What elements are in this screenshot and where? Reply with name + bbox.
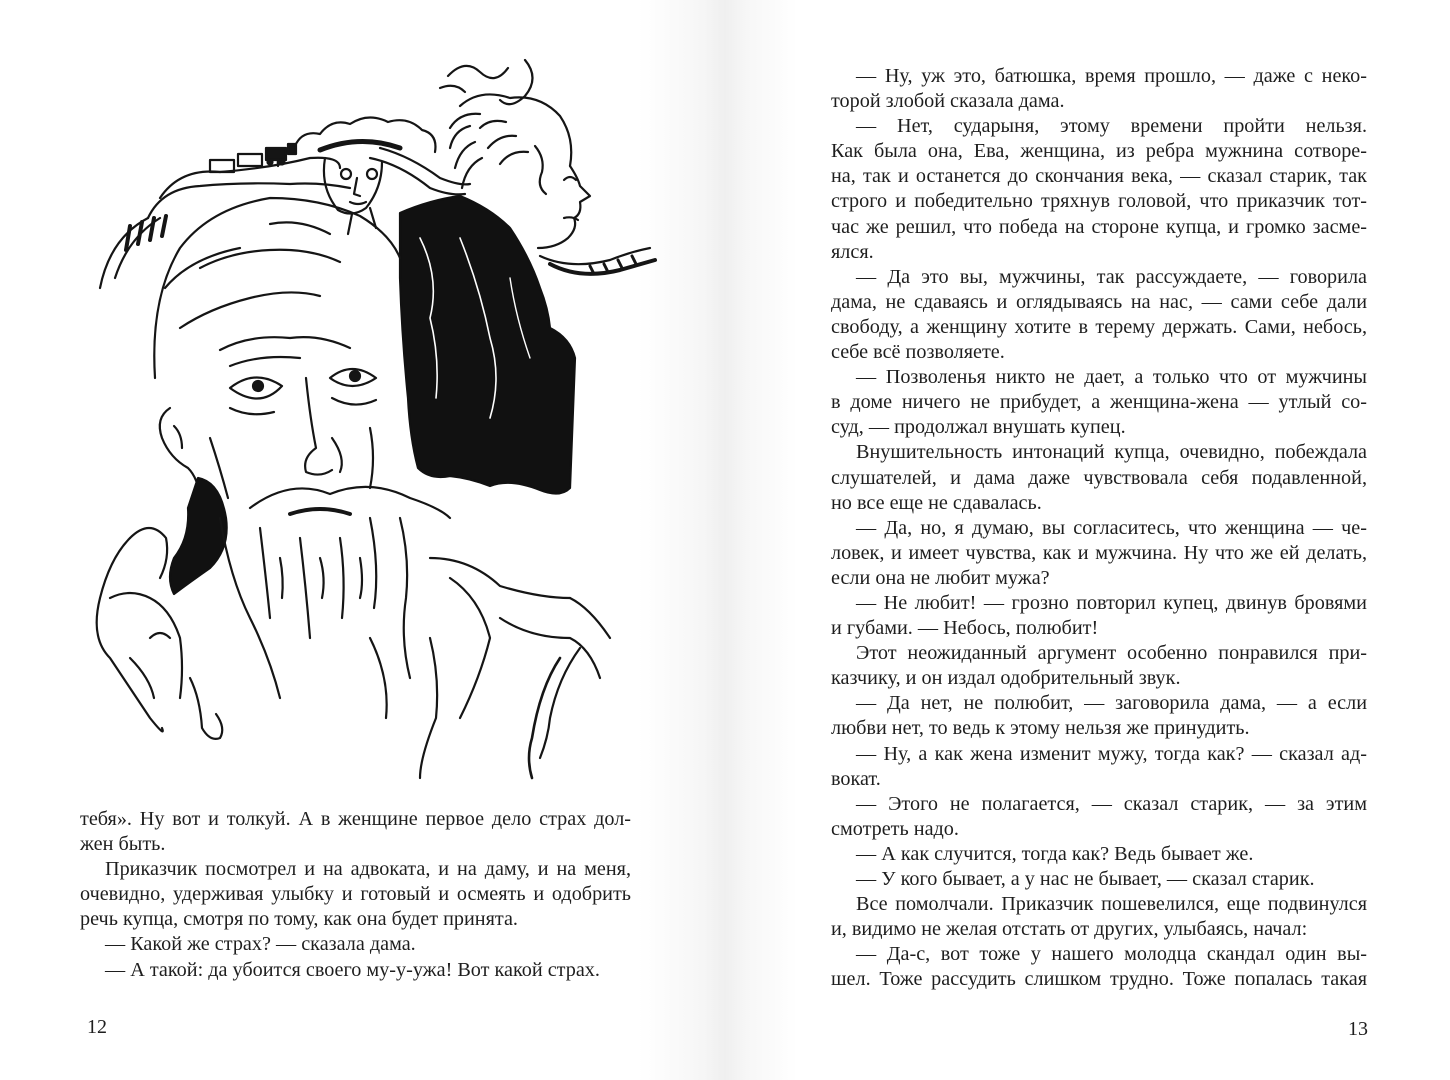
text-line: — А как случится, тогда как? Ведь бывает же. xyxy=(856,842,1254,865)
text-line: речь купца, смотря по тому, как она будет принята. xyxy=(80,908,518,931)
text-line: — Да это вы, мужчины, так рассуждаете, — говорила xyxy=(856,265,1367,288)
text-line: Этот неожиданный аргумент особенно понравился при- xyxy=(856,642,1367,665)
text-line: слушателей, и дама даже чувствовала себя подавленной, xyxy=(831,466,1367,489)
text-line: и, видимо не желая отстать от других, улыбаясь, начал: xyxy=(831,918,1308,941)
text-line: жен быть. xyxy=(80,833,166,856)
text-line: дама, не сдаваясь и оглядываясь на нас, — сами себе дали xyxy=(831,290,1367,313)
text-line: — Да-с, вот тоже у нашего молодца скандал один вы- xyxy=(856,943,1367,966)
text-line: вокат. xyxy=(831,767,881,790)
text-line: — Не любит! — грозно повторил купец, двинув бровями xyxy=(856,591,1367,614)
text-line: — Да нет, не полюбит, — заговорила дама, — а если xyxy=(856,692,1367,715)
text-line: Все помолчали. Приказчик пошевелился, еще подвинулся xyxy=(856,893,1367,916)
text-line: Внушительность интонаций купца, очевидно, побеждала xyxy=(856,441,1367,464)
text-line: ялся. xyxy=(831,240,874,263)
text-line: строго и победительно тряхнув головой, что приказчик тот- xyxy=(831,190,1367,213)
illustration-merchant-drawing xyxy=(70,38,670,798)
text-line: — Ну, уж это, батюшка, время прошло, — даже с неко- xyxy=(856,65,1367,87)
text-line: Как была она, Ева, женщина, из ребра мужнина сотворе- xyxy=(831,140,1367,163)
text-line: Приказчик посмотрел и на адвоката, и на даму, и на меня, xyxy=(105,858,631,881)
text-line: — У кого бывает, а у нас не бывает, — сказал старик. xyxy=(856,868,1315,890)
text-line: — Ну, а как жена изменит мужу, тогда как? — сказал ад- xyxy=(856,742,1367,765)
text-line: — Какой же страх? — сказала дама. xyxy=(105,933,416,956)
text-line: и губами. — Небось, полюбит! xyxy=(831,617,1099,640)
text-line: казчику, и он издал одобрительный звук. xyxy=(831,667,1181,690)
page-number-left: 12 xyxy=(87,1016,107,1038)
text-line: себе всё позволяете. xyxy=(831,341,1005,364)
text-line: в доме ничего не прибудет, а женщина-жена — утлый со- xyxy=(831,391,1367,414)
text-line: — Нет, сударыня, этому времени пройти нельзя. xyxy=(856,115,1367,138)
text-line: суд, — продолжал внушать купец. xyxy=(831,416,1126,439)
right-page-text xyxy=(831,64,1367,992)
text-line: свободу, а женщину хотите в терему держать. Сами, небось, xyxy=(831,315,1367,338)
text-line: тебя». Ну вот и толкуй. А в женщине первое дело страх дол- xyxy=(80,808,631,830)
ink-drawing-icon xyxy=(70,38,670,798)
page-number-right: 13 xyxy=(1348,1018,1368,1040)
text-line: если она не любит мужа? xyxy=(831,566,1050,589)
text-line: ловек, и имеет чувства, как и мужчина. Ну что же ей делать, xyxy=(831,541,1367,564)
text-line: но все еще не сдавалась. xyxy=(831,491,1042,514)
text-line: — А такой: да убоится своего му-у-ужа! Вот какой страх. xyxy=(105,958,600,981)
text-line: — Этого не полагается, — сказал старик, — за этим xyxy=(856,792,1367,815)
text-line: очевидно, удерживая улыбку и готовый и осмеять и одобрить xyxy=(80,883,631,906)
right-page xyxy=(725,0,1450,1080)
text-line: любви нет, то ведь к этому нельзя же принудить. xyxy=(831,717,1250,740)
text-line: — Да, но, я думаю, вы согласитесь, что женщина — че- xyxy=(856,516,1367,539)
text-line: час же решил, что победа на стороне купца, и громко засме- xyxy=(831,215,1367,238)
text-line: торой злобой сказала дама. xyxy=(831,90,1065,113)
text-line: шел. Тоже рассудить слишком трудно. Тоже попалась такая xyxy=(831,968,1367,991)
text-line: — Позволенья никто не дает, а только что от мужчины xyxy=(856,366,1367,389)
text-line: на, так и останется до скончания века, — сказал старик, так xyxy=(831,165,1367,188)
left-page-text xyxy=(80,807,631,983)
text-line: смотреть надо. xyxy=(831,817,959,840)
